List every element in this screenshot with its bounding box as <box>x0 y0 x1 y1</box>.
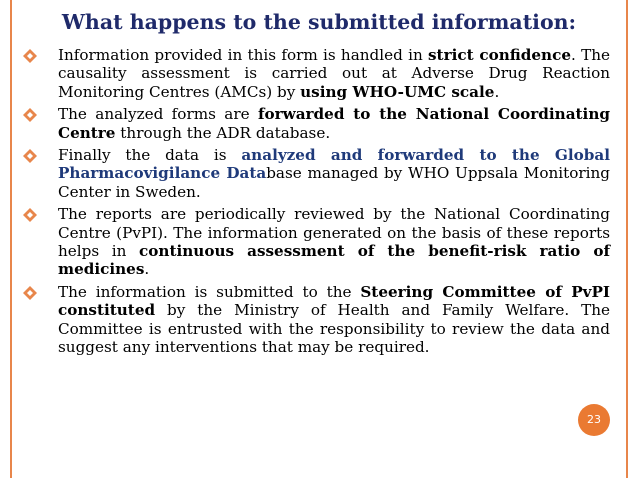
page-number-badge: 23 <box>578 404 610 436</box>
bullet-diamond-icon <box>22 148 38 164</box>
text-run: . The causality assessment is carried out at Adverse Drug Reaction Monitoring Centres (AMCs) by <box>58 46 610 101</box>
bullet-diamond-icon <box>22 107 38 123</box>
emphasis-text: strict confidence <box>428 46 572 64</box>
bullet-text <box>58 146 610 201</box>
text-run: base managed by WHO Uppsala Monitoring Center in Sweden. <box>58 164 610 201</box>
bullet-item <box>22 283 610 357</box>
bullet-diamond-icon <box>22 48 38 64</box>
emphasis-text: using WHO-UMC scale <box>300 82 495 101</box>
text-run: . <box>494 82 500 101</box>
text-run: The reports are periodically reviewed by the National Coordinating Centre (PvPI). The information generated on the basis of these reports helps in <box>58 205 610 261</box>
text-run: . <box>144 260 150 279</box>
bullet-diamond-icon <box>22 285 38 301</box>
bullet-text <box>58 205 610 279</box>
bullet-item <box>22 146 610 201</box>
text-run: by the Ministry of Health and Family Welfare. The Committee is entrusted with the responsibility to review the data and suggest any interventions that may be required. <box>58 301 610 357</box>
bullet-text <box>58 46 610 101</box>
emphasis-text: analyzed and forwarded to the Global Pharmacovigilance Data <box>58 146 610 183</box>
text-run: The information is submitted to the <box>58 282 361 301</box>
emphasis-text: continuous assessment of the benefit-risk ratio of medicines <box>58 242 611 279</box>
bullet-item <box>22 105 610 142</box>
bullet-text <box>58 283 610 357</box>
text-run: Finally the data is <box>58 146 242 165</box>
slide-border-left <box>10 0 12 478</box>
slide-border-right <box>626 0 628 478</box>
emphasis-text: forwarded to the National Coordinating Centre <box>58 105 610 142</box>
bullet-item <box>22 46 610 101</box>
text-run: through the ADR database. <box>115 123 331 142</box>
bullet-item <box>22 205 610 279</box>
bullet-diamond-icon <box>22 207 38 223</box>
bullet-text <box>58 105 610 142</box>
bullet-list <box>22 46 610 361</box>
emphasis-text: Steering Committee of PvPI constituted <box>58 282 610 320</box>
text-run: The analyzed forms are <box>58 105 258 124</box>
text-run: Information provided in this form is handled in <box>58 46 428 64</box>
slide-title: What happens to the submitted information: <box>61 10 577 34</box>
